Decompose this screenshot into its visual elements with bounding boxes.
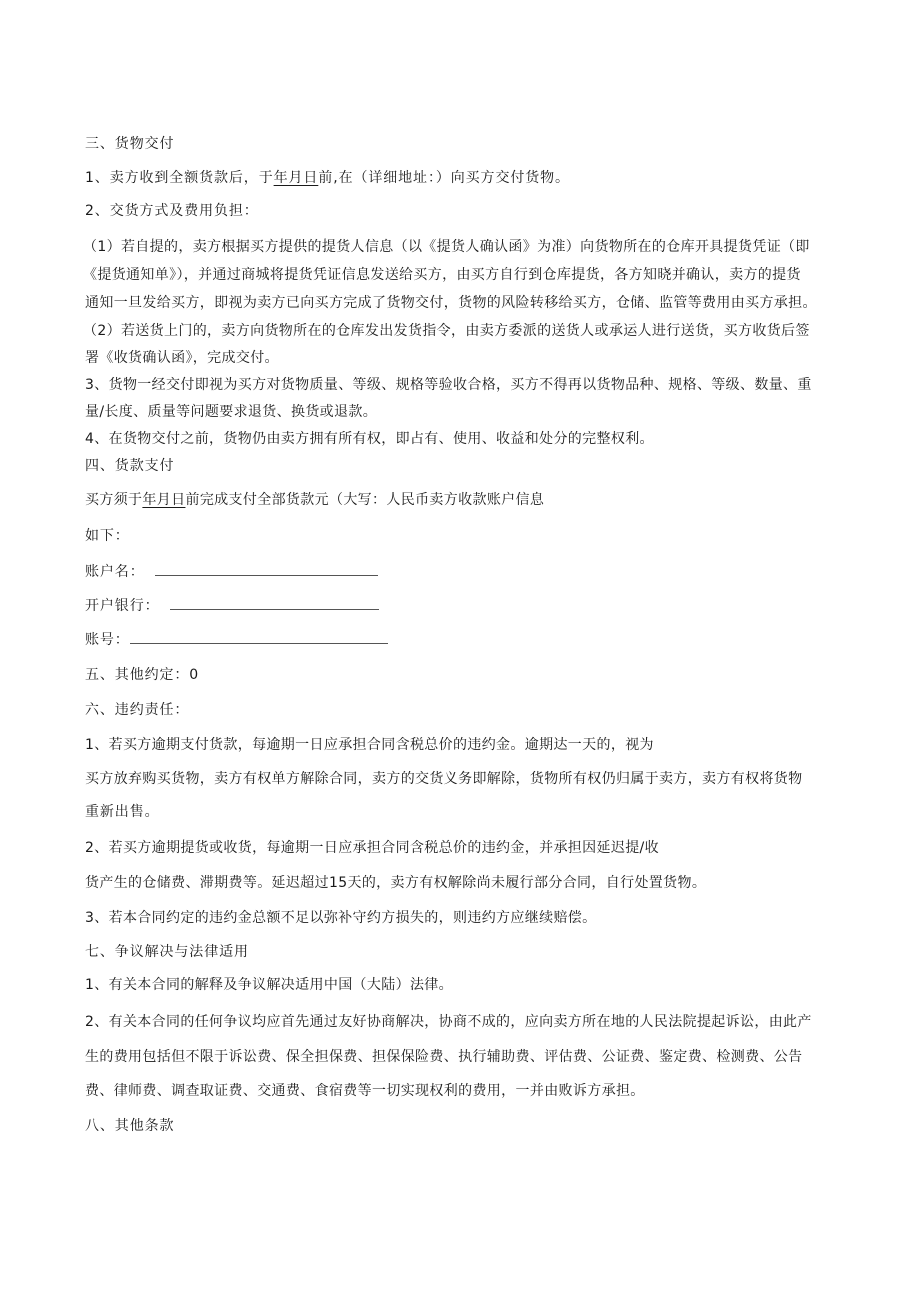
s3-pickup-line-2: 《提货通知单》），并通过商城将提货凭证信息发送给买方，由买方自行到仓库提货，各方知晓并确认，卖方的提货 — [83, 267, 801, 283]
section-8-heading: 八、其他条款 — [85, 1118, 175, 1134]
s6-item-1-line-2: 买方放弃购买货物，卖方有权单方解除合同，卖方的交货义务即解除，货物所有权仍归属于卖方，卖方有权将货物 — [85, 771, 803, 787]
s4-payment-post: 前完成支付全部货款元（大写：人民币卖方收款账户信息 — [185, 492, 545, 508]
s3-item-1-post: 前,在（详细地址：）向买方交付货物。 — [318, 170, 570, 186]
section-5-heading: 五、其他约定：0 — [85, 667, 200, 683]
account-name-label: 账户名： — [85, 564, 145, 580]
s4-payment-pre: 买方须于 — [85, 492, 143, 508]
s3-item-3-line-1: 3、货物一经交付即视为买方对货物质量、等级、规格等验收合格，买方不得再以货物品种、规格、等级、数量、重 — [85, 377, 812, 393]
s7-item-2-line-1: 2、有关本合同的任何争议均应首先通过友好协商解决，协商不成的，应向卖方所在地的人民法院提起诉讼，由此产 — [85, 1014, 812, 1030]
s3-delivery-line-1: （2）若送货上门的，卖方向货物所在的仓库发出发货指令，由卖方委派的送货人或承运人进行送货，买方收货后签 — [83, 323, 810, 339]
account-no-blank — [130, 642, 388, 644]
s4-account-name-row — [85, 563, 378, 581]
section-7-heading: 七、争议解决与法律适用 — [85, 944, 249, 960]
s6-item-2-line-1: 2、若买方逾期提货或收货，每逾期一日应承担合同含税总价的违约金，并承担因延迟提/收 — [85, 840, 659, 856]
s3-item-2: 2、交货方式及费用负担： — [85, 203, 259, 219]
s4-payment-date-blank: 年月日 — [142, 492, 186, 508]
account-no-label: 账号： — [85, 632, 130, 648]
section-3-heading: 三、货物交付 — [85, 136, 175, 152]
section-4-heading: 四、货款支付 — [85, 458, 175, 474]
s7-item-1: 1、有关本合同的解释及争议解决适用中国（大陆）法律。 — [85, 977, 454, 993]
s3-item-4: 4、在货物交付之前，货物仍由卖方拥有所有权，即占有、使用、收益和处分的完整权利。 — [85, 431, 654, 447]
s3-pickup-line-3: 通知一旦发给买方，即视为卖方已向买方完成了货物交付，货物的风险转移给买方，仓储、监管等费用由买方承担。 — [85, 295, 817, 311]
s4-info-follows: 如下： — [85, 528, 130, 544]
s3-item-1-date-blank: 年月日 — [273, 170, 319, 186]
s6-item-2-line-2: 货产生的仓储费、滞期费等。延迟超过15天的，卖方有权解除尚未履行部分合同，自行处置货物。 — [85, 875, 707, 891]
s3-item-1 — [85, 169, 570, 187]
account-name-blank — [155, 574, 378, 576]
s6-item-1-line-1: 1、若买方逾期支付货款，每逾期一日应承担合同含税总价的违约金。逾期达一天的，视为 — [85, 737, 654, 753]
s3-pickup-line-1: （1）若自提的，卖方根据买方提供的提货人信息（以《提货人确认函》为准）向货物所在的仓库开具提货凭证（即 — [83, 239, 810, 255]
s3-item-1-pre: 1、卖方收到全额货款后，于 — [85, 170, 274, 186]
s7-item-2-line-2: 生的费用包括但不限于诉讼费、保全担保费、担保保险费、执行辅助费、评估费、公证费、鉴定费、检测费、公告 — [85, 1049, 803, 1065]
bank-blank — [170, 608, 379, 610]
s3-delivery-line-2: 署《收货确认函》，完成交付。 — [85, 350, 279, 366]
s7-item-2-line-3: 费、律师费、调查取证费、交通费、食宿费等一切实现权利的费用，一并由败诉方承担。 — [85, 1083, 645, 1099]
bank-label: 开户银行： — [85, 598, 160, 614]
section-6-heading: 六、违约责任： — [85, 702, 190, 718]
s4-bank-row — [85, 597, 379, 615]
s4-payment-line — [85, 491, 544, 509]
s4-account-no-row — [85, 631, 388, 649]
s6-item-1-line-3: 重新出售。 — [85, 804, 160, 820]
s3-item-3-line-2: 量/长度、质量等问题要求退货、换货或退款。 — [85, 404, 378, 420]
s6-item-3: 3、若本合同约定的违约金总额不足以弥补守约方损失的，则违约方应继续赔偿。 — [85, 910, 597, 926]
